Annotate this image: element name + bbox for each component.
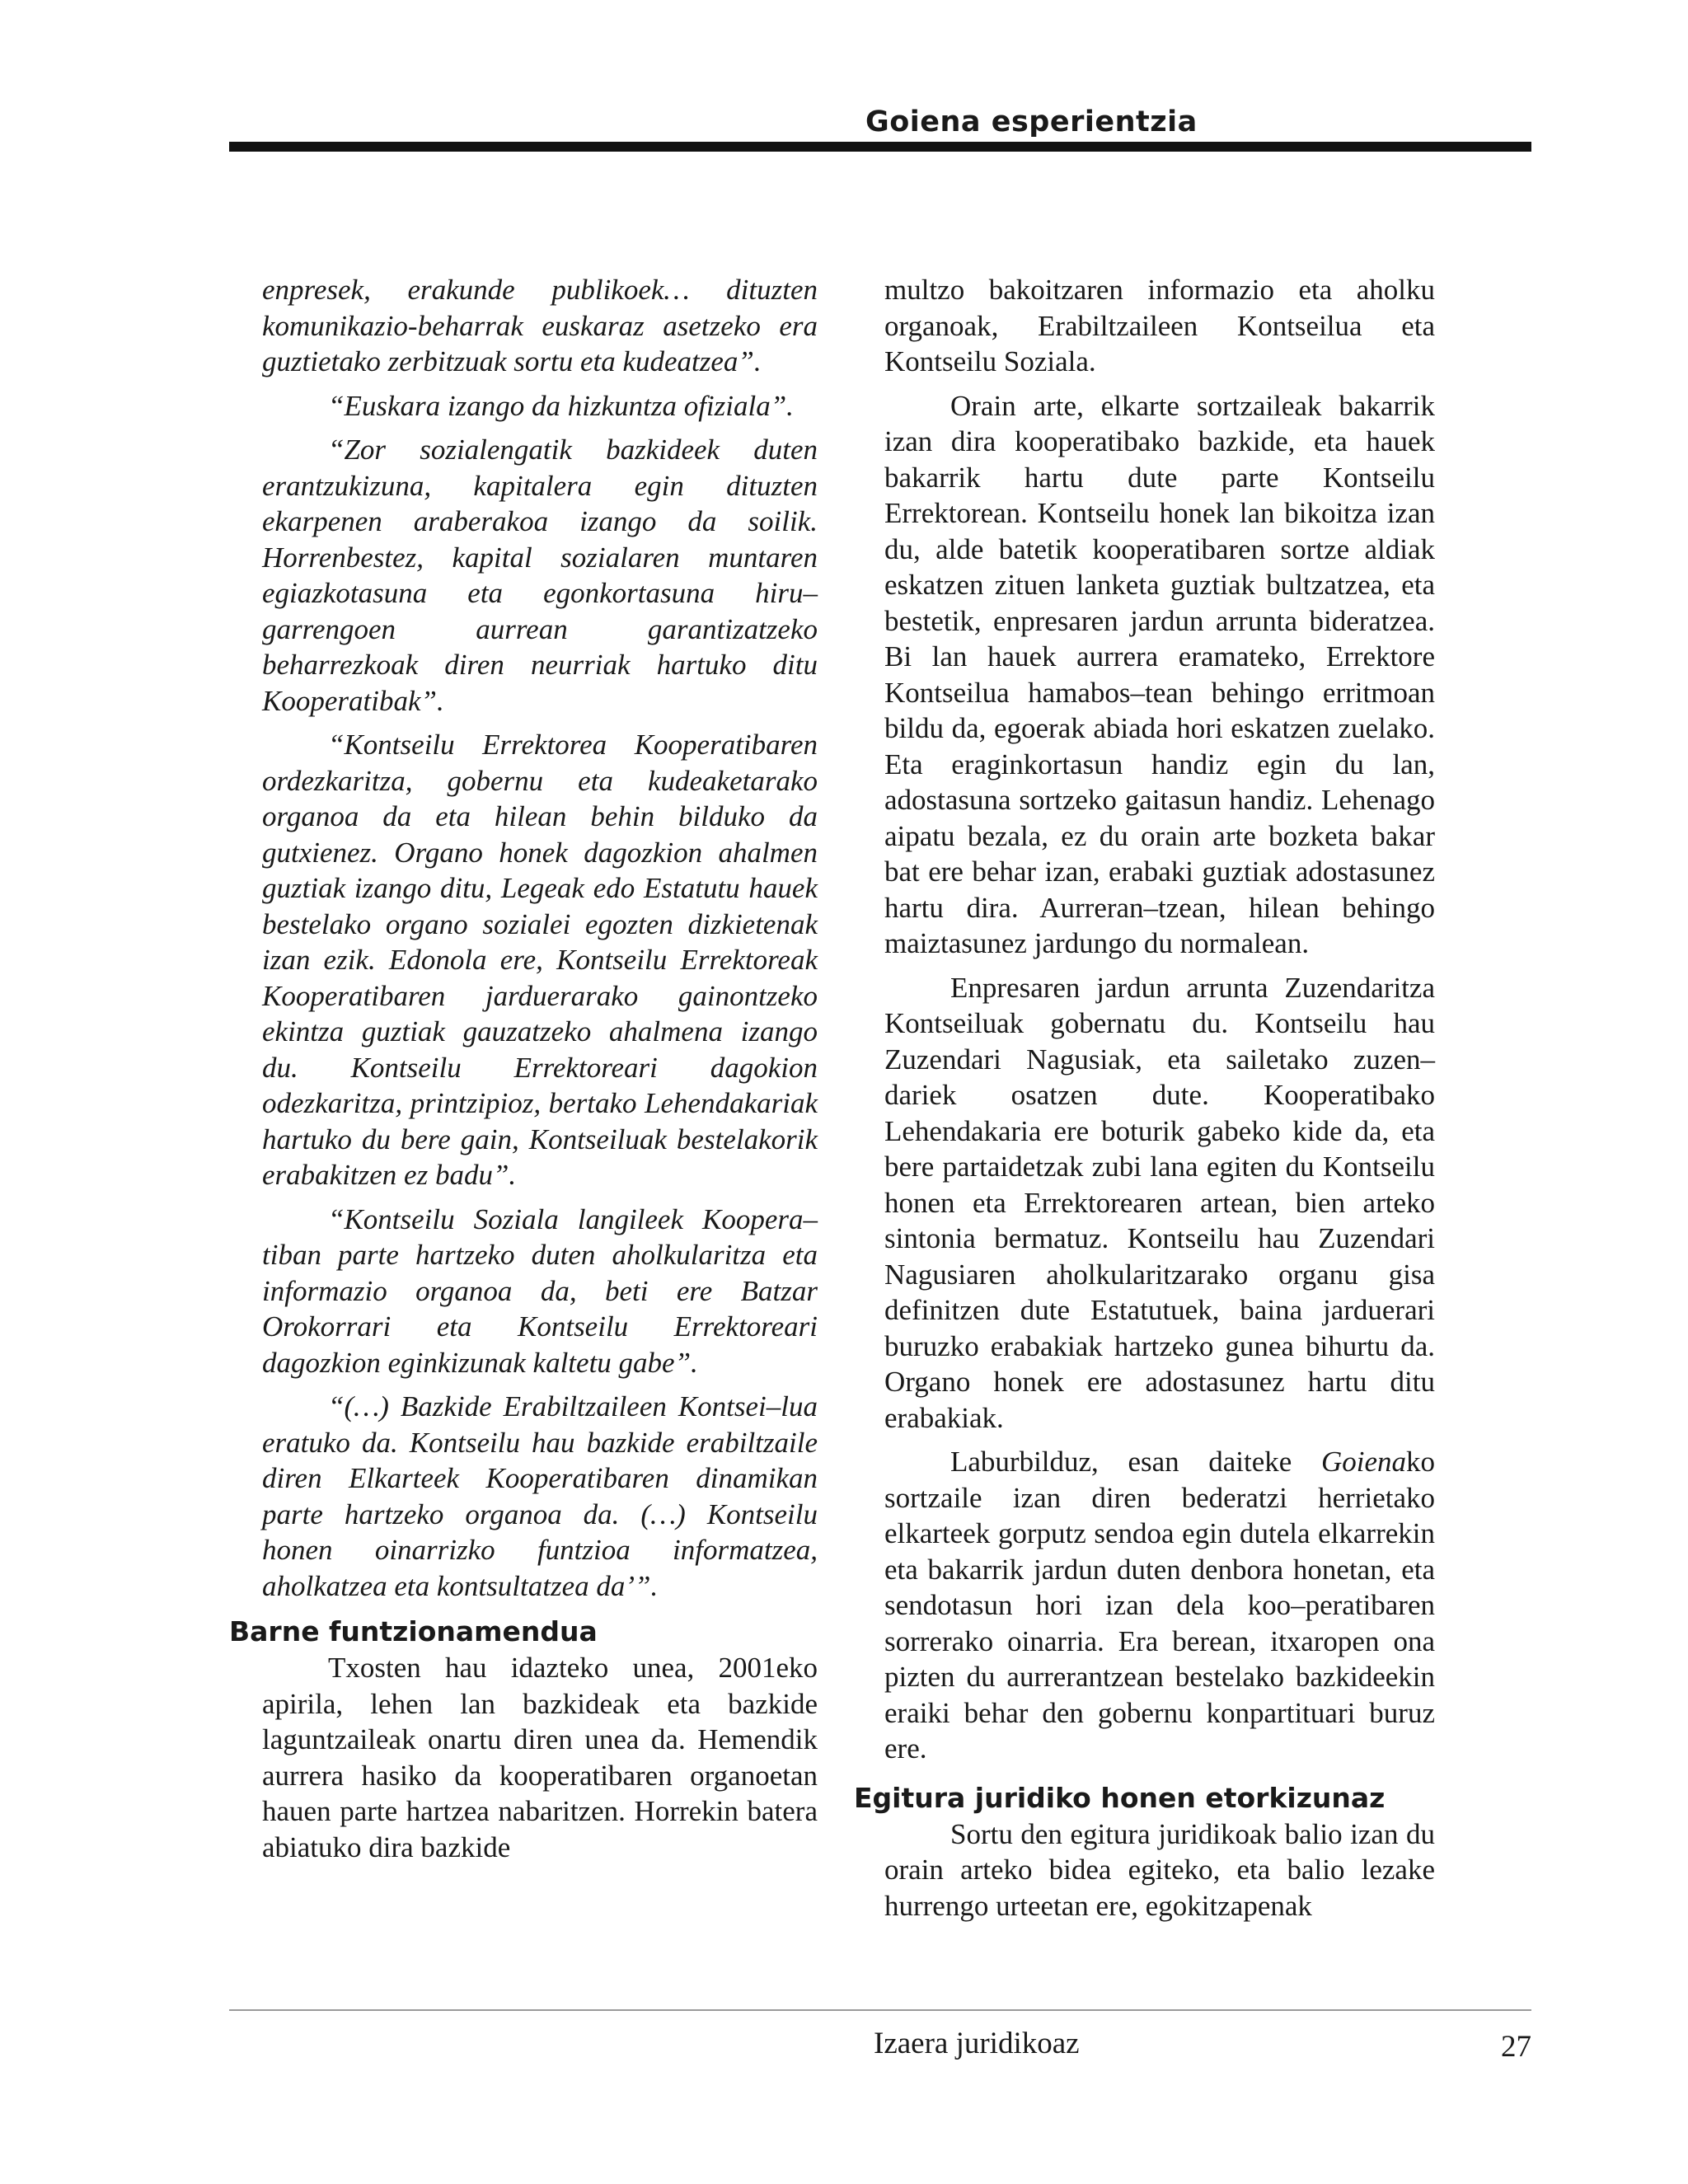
body-paragraph-sortu: Sortu den egitura juridikoak balio izan du orain arteko bidea egiteko, eta balio lezake hurrengo urteetan ere, egokitzapenak <box>884 1817 1435 1922</box>
body-paragraph-enpresaren: Enpresaren jardun arrunta Zuzendaritza Kontseiluak gobernatu du. Kontseilu hau Zuzendari Nagusiak, eta sailetako zuzen–dariek osatzen dute. Kooperatibako Lehendakaria ere boturik gabeko kide da, eta bere partaidetzak zubi lana egiten du Kontseilu honen eta Errektorearen artean, bien arteko sintonia bermatuz. Kontseilu hau Zuzendari Nagusiaren aholkularitzarako organu gisa definitzen dute Estatutuek, baina jarduerari buruzko erabakiak hartzeko gunea bihurtu da. Organo honek ere adostasunez hartu ditu erabakiak. <box>884 971 1435 1434</box>
quote-paragraph-1: enpresek, erakunde publikoek… dituzten komunikazio-beharrak euskaraz asetzeko era guztietako zerbitzuak sortu eta kudeatzea”. <box>262 274 818 377</box>
running-head-title: Goiena esperientzia <box>865 105 1198 138</box>
quote-paragraph-5: “Kontseilu Soziala langileek Koopera–tiban parte hartzeko duten aholkularitza eta informazio organoa da, beti ere Batzar Orokorrari eta Kontseilu Errektoreari dagozkion eginkizunak kaltetu gabe”. <box>262 1202 818 1379</box>
quote-paragraph-6: “(…) Bazkide Erabiltzaileen Kontsei–lua eratuko da. Kontseilu hau bazkide erabiltzaile diren Elkarteek Kooperatibaren dinamikan parte hartzeko organoa da. (…) Kontseilu honen oinarrizko funtzioa informatzea, aholkatzea eta kontsultatzea da’”. <box>262 1390 818 1602</box>
right-column <box>854 272 1435 1932</box>
body-paragraph-multzo: multzo bakoitzaren informazio eta aholku organoak, Erabiltzaileen Kontseilua eta Kontseilu Soziala. <box>884 274 1435 377</box>
section-heading-barne: Barne funtzionamendua <box>229 1615 598 1647</box>
left-column <box>229 272 818 1873</box>
section-heading-egitura: Egitura juridiko honen etorkizunaz <box>854 1781 1386 1814</box>
quote-paragraph-2: “Euskara izango da hizkuntza ofiziala”. <box>328 389 794 422</box>
page-number: 27 <box>1501 2030 1531 2064</box>
body-paragraph-txosten: Txosten hau idazteko unea, 2001eko apirila, lehen lan bazkideak eta bazkide laguntzaileak onartu diren unea da. Hemendik aurrera hasiko da kooperatibaren organoetan hauen parte hartzea nabaritzen. Horrekin batera abiatuko dira bazkide <box>262 1652 818 1863</box>
goiena-italic: Goiena <box>1320 1446 1406 1478</box>
quote-paragraph-3: “Zor sozialengatik bazkideek duten erantzukizuna, kapitalera egin dituzten ekarpenen araberakoa izango da soilik. Horrenbestez, kapital sozialaren muntaren egiazkotasuna eta egonkortasuna hiru–garrengoen aurrean garantizatzeko beharrezkoak diren neurriak hartuko ditu Kooperatibak”. <box>262 434 818 717</box>
laburbilduz-text-start: Laburbilduz, esan daiteke <box>950 1446 1321 1478</box>
laburbilduz-text-rest: ko sortzaile izan diren bederatzi herrietako elkarteek gorputz sendoa egin dutela elkarrekin eta bakarrik jardun duten denbora honetan, eta sendotasun hori izan dela koo–peratibaren sorrerako oinarria. Era berean, itxaropen ona pizten du aurrerantzean bestelako bazkideekin eraiki behar den gobernu konpartituari buruz ere. <box>884 1446 1435 1765</box>
footer-section-title: Izaera juridikoaz <box>874 2027 1080 2060</box>
footer-rule <box>229 2009 1531 2011</box>
header-rule <box>229 142 1531 152</box>
body-paragraph-orain-arte: Orain arte, elkarte sortzaileak bakarrik izan dira kooperatibako bazkide, eta hauek bakarrik hartu dute parte Kontseilu Errektorean. Kontseilu honek lan bikoitza izan du, alde batetik kooperatibaren sortze aldiak eskatzen zituen lanketa guztiak bultzatzea, eta bestetik, enpresaren jardun arrunta bideratzea. Bi lan hauek aurrera eramateko, Errektore Kontseilua hamabos–tean behingo erritmoan bildu da, egoerak abiada hori eskatzen zuelako. Eta eraginkortasun handiz egin du lan, adostasuna sortzeko gaitasun handiz. Lehenago aipatu bezala, ez du orain arte bozketa bakar bat ere behar izan, erabaki guztiak adostasunez hartu dira. Aurreran–tzean, hilean behingo maiztasunez jardungo du normalean. <box>884 389 1435 959</box>
body-paragraph-laburbilduz <box>884 1444 1435 1767</box>
quote-paragraph-4: “Kontseilu Errektorea Kooperatibaren ordezkaritza, gobernu eta kudeaketarako organoa da eta hilean behin bilduko da gutxienez. Organo honek dagozkion ahalmen guztiak izango ditu, Legeak edo Estatutu hauek bestelako organo sozialei egozten dizkietenak izan ezik. Edonola ere, Kontseilu Errektoreak Kooperatibaren jarduerarako gainontzeko ekintza guztiak gauzatzeko ahalmena izango du. Kontseilu Errektoreari dagokion odezkaritza, printzipioz, bertako Lehendakariak hartuko du bere gain, Kontseiluak bestelakorik erabakitzen ez badu”. <box>262 729 818 1191</box>
